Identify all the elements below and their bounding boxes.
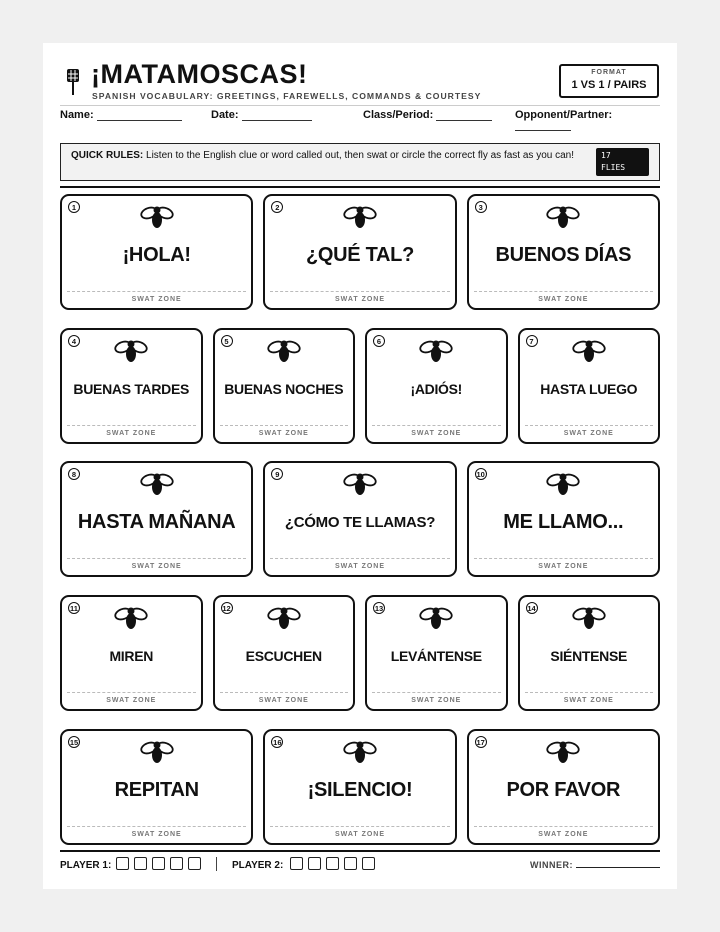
header bbox=[63, 61, 661, 109]
flies-label: FLIES bbox=[601, 163, 626, 172]
divider bbox=[60, 186, 660, 188]
swat-zone: SWAT ZONE bbox=[270, 826, 449, 838]
card-number: 2 bbox=[271, 201, 283, 213]
card-number: 8 bbox=[68, 468, 80, 480]
rules-text bbox=[71, 149, 586, 163]
winner-line[interactable] bbox=[576, 867, 660, 868]
class-period-label: Class/Period: bbox=[363, 109, 434, 121]
format-value: 1 VS 1 / PAIRS bbox=[571, 79, 647, 91]
swat-zone: SWAT ZONE bbox=[474, 558, 653, 570]
fly-card[interactable] bbox=[365, 328, 508, 444]
vocab-word: BUENOS DÍAS bbox=[495, 244, 632, 266]
player2-score-box[interactable] bbox=[344, 857, 357, 870]
opponent-line[interactable] bbox=[515, 130, 571, 131]
fly-card[interactable] bbox=[467, 194, 660, 310]
fly-card[interactable] bbox=[365, 595, 508, 711]
vocab-word: SIÉNTENSE bbox=[550, 648, 628, 664]
vocab-word: ¿CÓMO TE LLAMAS? bbox=[284, 513, 436, 531]
card-number: 4 bbox=[68, 335, 80, 347]
fly-card[interactable] bbox=[60, 194, 253, 310]
player2-label: PLAYER 2: bbox=[232, 860, 284, 871]
fly-card[interactable] bbox=[213, 328, 356, 444]
rules-label: QUICK RULES: bbox=[71, 150, 144, 161]
quick-rules-box bbox=[60, 143, 660, 181]
fly-card[interactable] bbox=[263, 729, 456, 845]
card-number: 6 bbox=[373, 335, 385, 347]
player1-score-box[interactable] bbox=[152, 857, 165, 870]
vocab-word: ¡ADIÓS! bbox=[410, 381, 463, 397]
vocab-word: BUENAS TARDES bbox=[73, 381, 190, 397]
card-number: 5 bbox=[221, 335, 233, 347]
fly-card[interactable] bbox=[60, 595, 203, 711]
name-line[interactable] bbox=[97, 110, 182, 121]
card-number: 14 bbox=[527, 604, 536, 613]
format-label: FORMAT bbox=[591, 69, 627, 76]
swat-zone: SWAT ZONE bbox=[525, 425, 654, 437]
swat-zone: SWAT ZONE bbox=[67, 558, 246, 570]
fly-card[interactable] bbox=[467, 729, 660, 845]
fly-icon bbox=[572, 605, 606, 631]
vocab-word: ME LLAMO... bbox=[503, 511, 624, 533]
swat-zone: SWAT ZONE bbox=[67, 826, 246, 838]
flies-badge bbox=[596, 148, 649, 176]
card-number: 7 bbox=[526, 335, 538, 347]
fly-icon bbox=[343, 204, 377, 230]
name-label: Name: bbox=[60, 109, 94, 121]
vocab-word: REPITAN bbox=[114, 779, 199, 801]
player1-score-box[interactable] bbox=[116, 857, 129, 870]
swat-zone: SWAT ZONE bbox=[474, 291, 653, 303]
divider bbox=[60, 105, 660, 106]
swat-zone: SWAT ZONE bbox=[67, 692, 196, 704]
fly-icon bbox=[114, 605, 148, 631]
fly-icon bbox=[572, 338, 606, 364]
student-fields bbox=[60, 109, 660, 135]
winner-label: WINNER: bbox=[530, 860, 573, 870]
vocab-word: LEVÁNTENSE bbox=[390, 648, 482, 664]
fly-icon bbox=[140, 739, 174, 765]
divider bbox=[60, 850, 660, 852]
fly-card[interactable] bbox=[263, 194, 456, 310]
fly-icon bbox=[419, 338, 453, 364]
player1-score-box[interactable] bbox=[188, 857, 201, 870]
fly-icon bbox=[546, 739, 580, 765]
fly-card[interactable] bbox=[263, 461, 456, 577]
card-number: 1 bbox=[68, 201, 80, 213]
format-box bbox=[559, 64, 659, 98]
swat-zone: SWAT ZONE bbox=[525, 692, 654, 704]
swat-zone: SWAT ZONE bbox=[474, 826, 653, 838]
score-footer bbox=[60, 857, 660, 877]
fly-icon bbox=[140, 204, 174, 230]
card-number: 11 bbox=[68, 602, 80, 614]
flies-count: 17 bbox=[601, 151, 611, 160]
class-period-field[interactable] bbox=[363, 109, 492, 121]
swat-zone: SWAT ZONE bbox=[270, 558, 449, 570]
date-label: Date: bbox=[211, 109, 239, 121]
vocab-word: ¡HOLA! bbox=[122, 244, 191, 266]
page-title: ¡MATAMOSCAS! bbox=[91, 59, 308, 89]
opponent-label: Opponent/Partner: bbox=[515, 109, 613, 121]
fly-icon bbox=[546, 471, 580, 497]
rules-body: Listen to the English clue or word called out, then swat or circle the correct fly as fast as you can! bbox=[146, 150, 575, 161]
player1-score-box[interactable] bbox=[170, 857, 183, 870]
fly-icon bbox=[546, 204, 580, 230]
swat-zone: SWAT ZONE bbox=[220, 692, 349, 704]
opponent-field[interactable] bbox=[515, 109, 612, 121]
fly-icon bbox=[114, 338, 148, 364]
fly-icon bbox=[140, 471, 174, 497]
page-subtitle: SPANISH VOCABULARY: GREETINGS, FAREWELLS, COMMANDS & COURTESY bbox=[92, 91, 482, 101]
vocab-word: POR FAVOR bbox=[506, 779, 621, 801]
player1-score-box[interactable] bbox=[134, 857, 147, 870]
fly-icon bbox=[267, 338, 301, 364]
fly-icon bbox=[343, 739, 377, 765]
fly-icon bbox=[419, 605, 453, 631]
swat-zone: SWAT ZONE bbox=[67, 291, 246, 303]
vocab-word: ¡SILENCIO! bbox=[307, 779, 413, 801]
card-number: 16 bbox=[273, 738, 282, 747]
date-line[interactable] bbox=[242, 110, 312, 121]
name-field[interactable] bbox=[60, 109, 182, 121]
player1-label: PLAYER 1: bbox=[60, 860, 112, 871]
vocab-word: HASTA MAÑANA bbox=[77, 511, 236, 533]
fly-card[interactable] bbox=[60, 461, 253, 577]
swat-zone: SWAT ZONE bbox=[67, 425, 196, 437]
swat-zone: SWAT ZONE bbox=[372, 425, 501, 437]
swat-zone: SWAT ZONE bbox=[372, 692, 501, 704]
swat-zone: SWAT ZONE bbox=[270, 291, 449, 303]
footer-separator bbox=[216, 857, 217, 871]
fly-card[interactable] bbox=[518, 595, 661, 711]
fly-card[interactable] bbox=[213, 595, 356, 711]
player2-score-box[interactable] bbox=[308, 857, 321, 870]
card-number: 17 bbox=[476, 738, 485, 747]
card-number: 12 bbox=[222, 604, 231, 613]
player2-score-box[interactable] bbox=[326, 857, 339, 870]
vocab-word: BUENAS NOCHES bbox=[224, 381, 344, 397]
fly-card[interactable] bbox=[60, 729, 253, 845]
card-number: 15 bbox=[69, 738, 79, 747]
swat-zone: SWAT ZONE bbox=[220, 425, 349, 437]
player2-score-box[interactable] bbox=[362, 857, 375, 870]
card-number: 13 bbox=[374, 604, 384, 613]
fly-icon bbox=[267, 605, 301, 631]
card-number: 10 bbox=[476, 470, 485, 479]
card-number: 3 bbox=[475, 201, 487, 213]
vocab-word: ESCUCHEN bbox=[245, 648, 322, 664]
date-field[interactable] bbox=[211, 109, 312, 121]
worksheet bbox=[43, 43, 677, 889]
vocab-word: ¿QUÉ TAL? bbox=[305, 244, 414, 266]
card-number: 9 bbox=[271, 468, 283, 480]
fly-card[interactable] bbox=[467, 461, 660, 577]
fly-icon bbox=[343, 471, 377, 497]
fly-swatter-icon bbox=[66, 69, 80, 95]
vocab-word: MIREN bbox=[109, 648, 154, 664]
vocab-word: HASTA LUEGO bbox=[540, 381, 638, 397]
fly-card[interactable] bbox=[518, 328, 661, 444]
player2-score-box[interactable] bbox=[290, 857, 303, 870]
fly-card[interactable] bbox=[60, 328, 203, 444]
class-period-line[interactable] bbox=[436, 110, 492, 121]
